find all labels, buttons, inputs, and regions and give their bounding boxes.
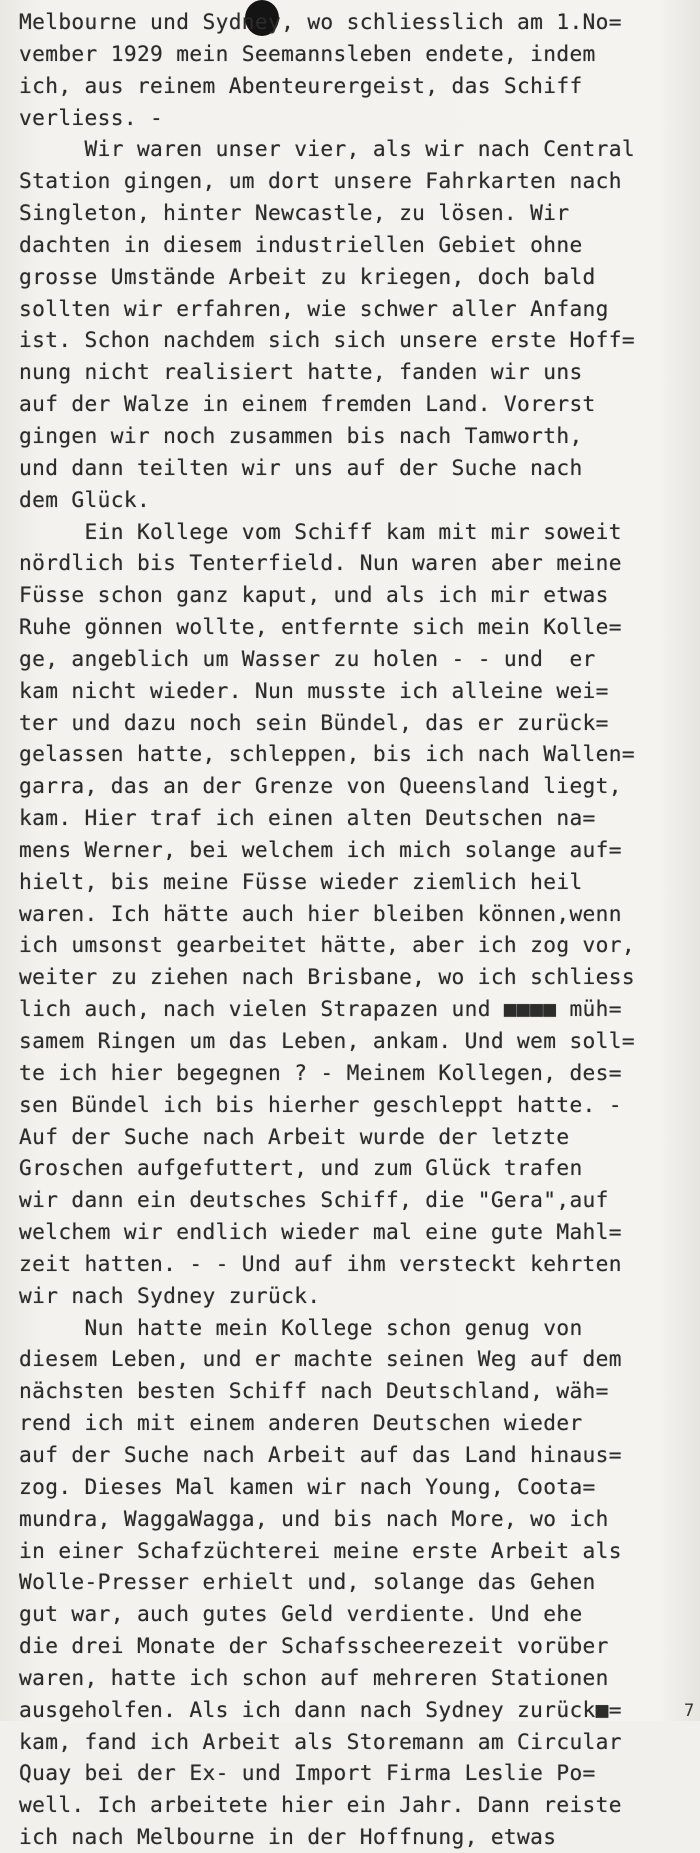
text-line: hielt, bis meine Füsse wieder ziemlich heil (19, 868, 583, 894)
text-line: gingen wir noch zusammen bis nach Tamworth, (19, 422, 583, 448)
text-line: verliess. - (19, 104, 164, 130)
text-line: welchem wir endlich wieder mal eine gute Mahl= (19, 1219, 622, 1245)
text-line: nung nicht realisiert hatte, fanden wir uns (19, 359, 583, 385)
text-line: in einer Schafzüchterei meine erste Arbeit als (19, 1537, 622, 1563)
text-line: waren, hatte ich schon auf mehreren Stationen (19, 1664, 609, 1690)
text-line: die drei Monate der Schafsscheerezeit vorüber (19, 1633, 609, 1659)
text-line: nördlich bis Tenterfield. Nun waren aber meine (19, 550, 622, 576)
text-line: zeit hatten. - - Und auf ihm versteckt kehrten (19, 1250, 622, 1276)
text-line: nächsten besten Schiff nach Deutschland, wäh= (19, 1378, 609, 1404)
text-line: well. Ich arbeitete hier ein Jahr. Dann reiste (19, 1792, 622, 1818)
text-line: Wir waren unser vier, als wir nach Central (19, 136, 635, 162)
text-line: rend ich mit einem anderen Deutschen wieder (19, 1410, 583, 1436)
text-line: wir dann ein deutsches Schiff, die "Gera",auf (19, 1187, 609, 1213)
typed-text-block (19, 6, 691, 1853)
text-line: garra, das an der Grenze von Queensland liegt, (19, 773, 622, 799)
text-line: grosse Umstände Arbeit zu kriegen, doch bald (19, 263, 596, 289)
text-line: kam nicht wieder. Nun musste ich alleine wei= (19, 677, 609, 703)
text-line: gut war, auch gutes Geld verdiente. Und ehe (19, 1601, 583, 1627)
text-line: Ruhe gönnen wollte, entfernte sich mein Kolle= (19, 614, 622, 640)
text-line: sen Bündel ich bis hierher geschleppt hatte. - (19, 1091, 622, 1117)
text-line: weiter zu ziehen nach Brisbane, wo ich schliess (19, 964, 635, 990)
text-line: kam. Hier traf ich einen alten Deutschen na= (19, 805, 596, 831)
text-line: ausgeholfen. Als ich dann nach Sydney zurück■= (19, 1696, 622, 1722)
text-line: ter und dazu noch sein Bündel, das er zurück= (19, 709, 609, 735)
text-line: samem Ringen um das Leben, ankam. Und wem soll= (19, 1028, 635, 1053)
text-line: sollten wir erfahren, wie schwer aller Anfang (19, 295, 609, 321)
text-line: ich umsonst gearbeitet hätte, aber ich zog vor, (19, 932, 635, 958)
text-line: Auf der Suche nach Arbeit wurde der letzte (19, 1123, 570, 1149)
text-line: te ich hier begegnen ? - Meinem Kollegen, des= (19, 1059, 622, 1085)
text-line: dem Glück. (19, 486, 151, 512)
text-line: gelassen hatte, schleppen, bis ich nach Wallen= (19, 741, 635, 767)
text-line: Füsse schon ganz kaput, und als ich mir etwas (19, 582, 609, 608)
text-line: Wolle-Presser erhielt und, solange das Gehen (19, 1569, 596, 1595)
text-line: zog. Dieses Mal kamen wir nach Young, Coota= (19, 1473, 596, 1499)
text-line: vember 1929 mein Seemannsleben endete, indem (19, 40, 596, 66)
text-line: auf der Suche nach Arbeit auf das Land hinaus= (19, 1441, 622, 1467)
text-line: Melbourne und Sydney, wo schliesslich am 1.No= (19, 9, 622, 34)
text-line: lich auch, nach vielen Strapazen und ■■■■ müh= (19, 996, 622, 1022)
text-line: waren. Ich hätte auch hier bleiben können,wenn (19, 900, 622, 926)
text-line: diesem Leben, und er machte seinen Weg auf dem (19, 1346, 622, 1372)
text-line: Groschen aufgefuttert, und zum Glück trafen (19, 1155, 583, 1181)
text-line: ich, aus reinem Abenteurergeist, das Schiff (19, 72, 583, 98)
text-line: ich nach Melbourne in der Hoffnung, etwas (19, 1824, 557, 1850)
text-line: kam, fand ich Arbeit als Storemann am Circular (19, 1728, 622, 1754)
text-line: auf der Walze in einem fremden Land. Vorerst (19, 391, 596, 417)
text-line: Quay bei der Ex- und Import Firma Leslie Po= (19, 1760, 596, 1786)
text-line: mens Werner, bei welchem ich mich solange auf= (19, 836, 622, 862)
text-line: wir nach Sydney zurück. (19, 1282, 321, 1308)
text-line: Station gingen, um dort unsere Fahrkarten nach (19, 168, 622, 194)
text-line: ist. Schon nachdem sich sich unsere erste Hoff= (19, 327, 635, 353)
text-line: dachten in diesem industriellen Gebiet ohne (19, 231, 583, 257)
text-line: Singleton, hinter Newcastle, zu lösen. Wir (19, 200, 570, 226)
text-line: und dann teilten wir uns auf der Suche nach (19, 454, 583, 480)
text-line: Ein Kollege vom Schiff kam mit mir soweit (19, 518, 622, 544)
text-line: ge, angeblich um Wasser zu holen - - und er (19, 645, 596, 671)
text-line: mundra, WaggaWagga, und bis nach More, wo ich (19, 1505, 609, 1531)
text-line: Nun hatte mein Kollege schon genug von (19, 1314, 583, 1340)
page-number: 7 (684, 1701, 695, 1721)
